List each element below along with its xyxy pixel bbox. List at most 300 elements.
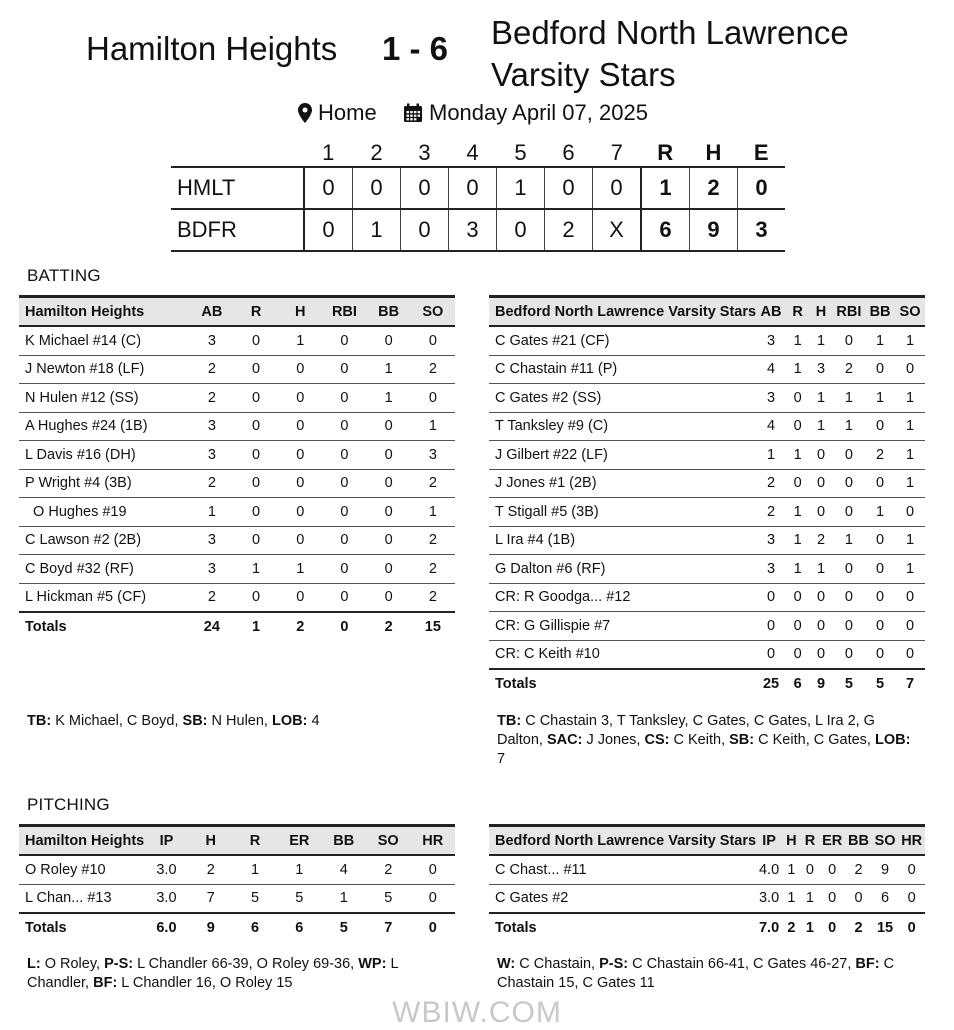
stat-cell: 0 (895, 640, 925, 669)
errors-total: 3 (738, 209, 786, 251)
note-label: BF: (855, 956, 880, 972)
final-score: 1 - 6 (382, 30, 449, 67)
inning-header: 5 (514, 140, 527, 165)
stat-column-header: IP (144, 826, 188, 856)
batting-notes-home (27, 712, 447, 731)
calendar-icon (403, 103, 423, 123)
note-label: TB: (27, 713, 52, 729)
stat-column-header: H (189, 826, 233, 856)
stat-column-header: HR (410, 826, 455, 856)
note-label: LOB: (875, 732, 911, 748)
runs-total: 6 (641, 209, 690, 251)
table-row (489, 884, 925, 913)
stat-cell: 0 (819, 884, 845, 913)
stat-cell: 2 (411, 469, 455, 498)
inning-score: X (593, 209, 642, 251)
table-header-row (489, 826, 925, 856)
stat-cell: 1 (367, 355, 411, 384)
stat-cell: 0 (756, 612, 786, 641)
stat-cell: 0 (809, 612, 832, 641)
stat-cell: 2 (189, 855, 233, 884)
table-row (19, 526, 455, 555)
stat-cell: 3 (190, 412, 234, 441)
table-row (19, 355, 455, 384)
stat-cell: 1 (833, 412, 865, 441)
stat-cell: 0 (367, 498, 411, 527)
stat-cell: 0 (786, 412, 809, 441)
stat-column-header: AB (190, 297, 234, 327)
stat-cell: 0 (833, 640, 865, 669)
team-column-header: Hamilton Heights (19, 297, 190, 327)
stat-cell: 0 (865, 355, 895, 384)
note-label: WP: (358, 956, 387, 972)
inning-score: 0 (304, 209, 353, 251)
stat-cell: 3 (190, 555, 234, 584)
stat-cell: 4 (322, 855, 366, 884)
player-name: O Roley #10 (19, 855, 144, 884)
location-label: Home (318, 100, 377, 125)
stat-cell: 3 (756, 326, 786, 355)
stat-cell: 1 (756, 441, 786, 470)
stat-cell: 1 (895, 326, 925, 355)
stat-cell: 3 (756, 555, 786, 584)
away-team-name-line2: Varsity Stars (491, 56, 676, 93)
stat-cell: 0 (898, 884, 925, 913)
stat-cell: 0 (278, 526, 322, 555)
pitching-section-title: PITCHING (27, 795, 110, 814)
game-location (298, 100, 377, 126)
total-cell: 0 (322, 612, 366, 641)
stat-cell: 1 (786, 498, 809, 527)
stat-cell: 1 (895, 469, 925, 498)
stat-cell: 1 (809, 384, 832, 413)
stat-cell: 0 (278, 384, 322, 413)
stat-cell: 0 (865, 612, 895, 641)
stat-column-header: BB (322, 826, 366, 856)
note-label: SAC: (546, 732, 583, 748)
stat-cell: 0 (367, 526, 411, 555)
totals-row (19, 913, 455, 942)
stat-column-header: H (278, 297, 322, 327)
stat-column-header: R (233, 826, 277, 856)
stat-cell: 1 (865, 384, 895, 413)
stat-cell: 1 (865, 326, 895, 355)
note-label: BF: (93, 975, 118, 991)
stat-cell: 2 (411, 555, 455, 584)
total-cell: 25 (756, 669, 786, 698)
stat-cell: 5 (277, 884, 321, 913)
stat-cell: 3 (411, 441, 455, 470)
player-name: A Hughes #24 (1B) (19, 412, 190, 441)
stat-cell: 0 (801, 855, 820, 884)
stat-cell: 0 (865, 583, 895, 612)
table-row (489, 441, 925, 470)
pitching-table-away (489, 824, 925, 942)
table-row (489, 469, 925, 498)
total-cell: 0 (410, 913, 455, 942)
player-name: T Tanksley #9 (C) (489, 412, 756, 441)
stat-cell: 0 (819, 855, 845, 884)
stat-cell: 0 (411, 326, 455, 355)
total-cell: 5 (865, 669, 895, 698)
home-team-name: Hamilton Heights (86, 30, 338, 67)
stat-cell: 0 (833, 326, 865, 355)
table-row (19, 326, 455, 355)
player-name: C Gates #2 (SS) (489, 384, 756, 413)
stat-cell: 1 (786, 555, 809, 584)
player-name: C Boyd #32 (RF) (19, 555, 190, 584)
player-name: C Gates #21 (CF) (489, 326, 756, 355)
note-label: P-S: (104, 956, 134, 972)
table-row (489, 640, 925, 669)
total-cell: 15 (872, 913, 899, 942)
stat-cell: 1 (833, 526, 865, 555)
player-name: P Wright #4 (3B) (19, 469, 190, 498)
totals-label: Totals (489, 913, 756, 942)
total-cell: 7.0 (756, 913, 782, 942)
stat-cell: 0 (410, 884, 455, 913)
player-name: K Michael #14 (C) (19, 326, 190, 355)
stat-cell: 1 (786, 326, 809, 355)
stat-cell: 0 (895, 355, 925, 384)
stat-cell: 1 (801, 884, 820, 913)
linescore-row-home (171, 167, 785, 209)
batting-table-home (19, 295, 455, 641)
inning-score: 0 (353, 167, 401, 209)
stat-cell: 1 (809, 555, 832, 584)
total-cell: 9 (189, 913, 233, 942)
note-text: J Jones, (582, 732, 645, 748)
table-row (19, 384, 455, 413)
totals-label: Totals (19, 612, 190, 641)
player-name: J Newton #18 (LF) (19, 355, 190, 384)
total-cell: 6 (233, 913, 277, 942)
note-text: C Chastain 3, T Tanksley, C Gates, C Gates, L Ira 2, G Dalton, (497, 713, 879, 748)
player-name: C Lawson #2 (2B) (19, 526, 190, 555)
stat-cell: 0 (809, 640, 832, 669)
stat-cell: 0 (234, 441, 278, 470)
stat-cell: 1 (233, 855, 277, 884)
stat-cell: 0 (833, 441, 865, 470)
stat-cell: 0 (895, 583, 925, 612)
player-name: O Hughes #19 (19, 498, 190, 527)
stat-cell: 2 (411, 583, 455, 612)
stat-cell: 0 (234, 526, 278, 555)
total-cell: 1 (234, 612, 278, 641)
stat-cell: 2 (845, 855, 872, 884)
inning-score: 1 (497, 167, 545, 209)
stat-column-header: BB (367, 297, 411, 327)
table-row (489, 583, 925, 612)
player-name: CR: G Gillispie #7 (489, 612, 756, 641)
total-cell: 2 (782, 913, 801, 942)
inning-score: 0 (401, 209, 449, 251)
stat-column-header: BB (865, 297, 895, 327)
total-cell: 0 (819, 913, 845, 942)
date-label: Monday April 07, 2025 (429, 100, 648, 125)
stat-column-header: SO (411, 297, 455, 327)
stat-cell: 2 (190, 384, 234, 413)
stat-cell: 0 (367, 412, 411, 441)
table-row (19, 555, 455, 584)
stat-cell: 0 (895, 612, 925, 641)
stat-column-header: AB (756, 297, 786, 327)
note-text: C Keith, C Gates, (754, 732, 875, 748)
stat-column-header: RBI (322, 297, 366, 327)
note-text: C Chastain 15, C Gates 11 (497, 956, 899, 991)
linescore-header-row (171, 140, 785, 167)
stat-cell: 0 (234, 469, 278, 498)
inning-score: 3 (449, 209, 497, 251)
total-cell: 2 (367, 612, 411, 641)
note-label: P-S: (599, 956, 629, 972)
stat-cell: 0 (786, 612, 809, 641)
stat-cell: 0 (278, 498, 322, 527)
stat-cell: 0 (234, 384, 278, 413)
stat-cell: 1 (278, 555, 322, 584)
hits-header: H (705, 140, 722, 165)
stat-cell: 0 (833, 555, 865, 584)
stat-cell: 0 (833, 469, 865, 498)
pitching-notes-away (497, 955, 922, 993)
stat-cell: 0 (322, 412, 366, 441)
note-text: L Chandler 16, O Roley 15 (117, 975, 293, 991)
stat-cell: 1 (278, 326, 322, 355)
note-text: L Chandler, (27, 956, 403, 991)
stat-cell: 0 (234, 498, 278, 527)
stat-cell: 3.0 (144, 884, 188, 913)
stat-cell: 3 (190, 526, 234, 555)
inning-score: 2 (545, 209, 593, 251)
player-name: J Gilbert #22 (LF) (489, 441, 756, 470)
stat-cell: 0 (809, 498, 832, 527)
stat-cell: 0 (322, 441, 366, 470)
stat-cell: 2 (756, 498, 786, 527)
table-row (19, 498, 455, 527)
stat-cell: 0 (786, 384, 809, 413)
stat-cell: 3 (756, 526, 786, 555)
stat-cell: 1 (277, 855, 321, 884)
stat-cell: 0 (278, 441, 322, 470)
note-text: K Michael, C Boyd, (51, 713, 183, 729)
stat-cell: 0 (322, 326, 366, 355)
stat-cell: 0 (278, 355, 322, 384)
table-row (19, 583, 455, 612)
stat-cell: 5 (366, 884, 410, 913)
table-row (489, 384, 925, 413)
batting-section-title: BATTING (27, 266, 101, 285)
stat-cell: 2 (865, 441, 895, 470)
note-text: O Roley, (40, 956, 105, 972)
stat-cell: 2 (411, 355, 455, 384)
total-cell: 5 (833, 669, 865, 698)
stat-cell: 9 (872, 855, 899, 884)
stat-column-header: SO (872, 826, 899, 856)
hits-total: 9 (690, 209, 738, 251)
stat-cell: 0 (809, 441, 832, 470)
stat-cell: 0 (410, 855, 455, 884)
stat-cell: 0 (865, 526, 895, 555)
stat-cell: 1 (895, 555, 925, 584)
stat-cell: 6 (872, 884, 899, 913)
runs-total: 1 (641, 167, 690, 209)
stat-cell: 1 (865, 498, 895, 527)
stat-column-header: SO (366, 826, 410, 856)
inning-header: 7 (610, 140, 623, 165)
stat-cell: 4 (756, 355, 786, 384)
player-name: CR: R Goodga... #12 (489, 583, 756, 612)
linescore-team: HMLT (171, 167, 304, 209)
total-cell: 6 (786, 669, 809, 698)
stat-cell: 0 (895, 498, 925, 527)
total-cell: 6 (277, 913, 321, 942)
stat-cell: 0 (234, 326, 278, 355)
stat-cell: 2 (190, 355, 234, 384)
stat-cell: 0 (367, 583, 411, 612)
stat-column-header: H (782, 826, 801, 856)
stat-cell: 2 (756, 469, 786, 498)
player-name: C Gates #2 (489, 884, 756, 913)
stat-cell: 1 (786, 355, 809, 384)
stat-cell: 1 (786, 526, 809, 555)
table-row (489, 612, 925, 641)
table-row (489, 555, 925, 584)
stat-column-header: ER (277, 826, 321, 856)
stat-cell: 0 (786, 640, 809, 669)
note-label: LOB: (272, 713, 308, 729)
stat-cell: 3 (190, 441, 234, 470)
note-text: C Chastain 66-41, C Gates 46-27, (628, 956, 856, 972)
hits-total: 2 (690, 167, 738, 209)
inning-header: 6 (562, 140, 575, 165)
total-cell: 2 (845, 913, 872, 942)
inning-score: 0 (449, 167, 497, 209)
stat-cell: 0 (809, 583, 832, 612)
stat-cell: 3.0 (144, 855, 188, 884)
stat-column-header: H (809, 297, 832, 327)
note-text: C Keith, (669, 732, 730, 748)
linescore-row-away (171, 209, 785, 251)
table-header-row (489, 297, 925, 327)
stat-cell: 5 (233, 884, 277, 913)
stat-column-header: R (801, 826, 820, 856)
stat-cell: 0 (234, 412, 278, 441)
player-name: L Ira #4 (1B) (489, 526, 756, 555)
inning-header: 2 (370, 140, 383, 165)
stat-cell: 0 (322, 384, 366, 413)
stat-cell: 1 (411, 498, 455, 527)
table-row (19, 884, 455, 913)
stat-cell: 0 (833, 498, 865, 527)
stat-cell: 0 (367, 326, 411, 355)
player-name: L Chan... #13 (19, 884, 144, 913)
note-label: TB: (497, 713, 522, 729)
note-text: 4 (307, 713, 320, 729)
stat-cell: 0 (865, 555, 895, 584)
stat-cell: 0 (278, 469, 322, 498)
table-header-row (19, 297, 455, 327)
total-cell: 24 (190, 612, 234, 641)
stat-cell: 4.0 (756, 855, 782, 884)
note-text: L Chandler 66-39, O Roley 69-36, (133, 956, 359, 972)
stat-cell: 3.0 (756, 884, 782, 913)
stat-cell: 1 (809, 412, 832, 441)
player-name: C Chastain #11 (P) (489, 355, 756, 384)
runs-header: R (657, 140, 674, 165)
table-row (19, 855, 455, 884)
watermark: WBIW.COM (392, 996, 562, 1029)
table-row (19, 441, 455, 470)
stat-cell: 1 (895, 441, 925, 470)
stat-column-header: R (234, 297, 278, 327)
stat-cell: 2 (411, 526, 455, 555)
stat-cell: 0 (833, 583, 865, 612)
player-name: L Hickman #5 (CF) (19, 583, 190, 612)
totals-row (19, 612, 455, 641)
stat-cell: 0 (845, 884, 872, 913)
stat-cell: 3 (756, 384, 786, 413)
stat-cell: 0 (322, 555, 366, 584)
stat-cell: 1 (809, 326, 832, 355)
total-cell: 9 (809, 669, 832, 698)
player-name: T Stigall #5 (3B) (489, 498, 756, 527)
stat-cell: 1 (411, 412, 455, 441)
stat-cell: 4 (756, 412, 786, 441)
note-text: 7 (497, 732, 915, 767)
inning-header: 3 (418, 140, 431, 165)
player-name: C Chast... #11 (489, 855, 756, 884)
stat-cell: 0 (756, 583, 786, 612)
stat-cell: 0 (786, 583, 809, 612)
team-column-header: Bedford North Lawrence Varsity Stars (489, 297, 756, 327)
batting-table-away (489, 295, 925, 698)
inning-score: 0 (401, 167, 449, 209)
table-row (19, 412, 455, 441)
note-label: W: (497, 956, 516, 972)
stat-cell: 2 (190, 583, 234, 612)
inning-score: 0 (545, 167, 593, 209)
stat-cell: 2 (190, 469, 234, 498)
stat-cell: 1 (322, 884, 366, 913)
stat-cell: 1 (895, 526, 925, 555)
stat-cell: 0 (865, 412, 895, 441)
team-column-header: Bedford North Lawrence Varsity Stars (489, 826, 756, 856)
totals-row (489, 913, 925, 942)
linescore-table (171, 140, 785, 252)
stat-cell: 0 (234, 355, 278, 384)
stat-cell: 0 (865, 640, 895, 669)
table-row (489, 326, 925, 355)
stat-cell: 0 (833, 612, 865, 641)
stat-cell: 1 (895, 412, 925, 441)
player-name: N Hulen #12 (SS) (19, 384, 190, 413)
pitching-notes-home (27, 955, 457, 993)
errors-total: 0 (738, 167, 786, 209)
stat-cell: 0 (411, 384, 455, 413)
player-name: CR: C Keith #10 (489, 640, 756, 669)
player-name: L Davis #16 (DH) (19, 441, 190, 470)
map-pin-icon (298, 103, 312, 123)
stat-column-header: SO (895, 297, 925, 327)
totals-label: Totals (19, 913, 144, 942)
stat-cell: 2 (809, 526, 832, 555)
stat-cell: 0 (322, 469, 366, 498)
stat-column-header: R (786, 297, 809, 327)
note-label: CS: (644, 732, 670, 748)
note-label: L: (27, 956, 41, 972)
stat-cell: 0 (278, 412, 322, 441)
stat-cell: 1 (833, 384, 865, 413)
